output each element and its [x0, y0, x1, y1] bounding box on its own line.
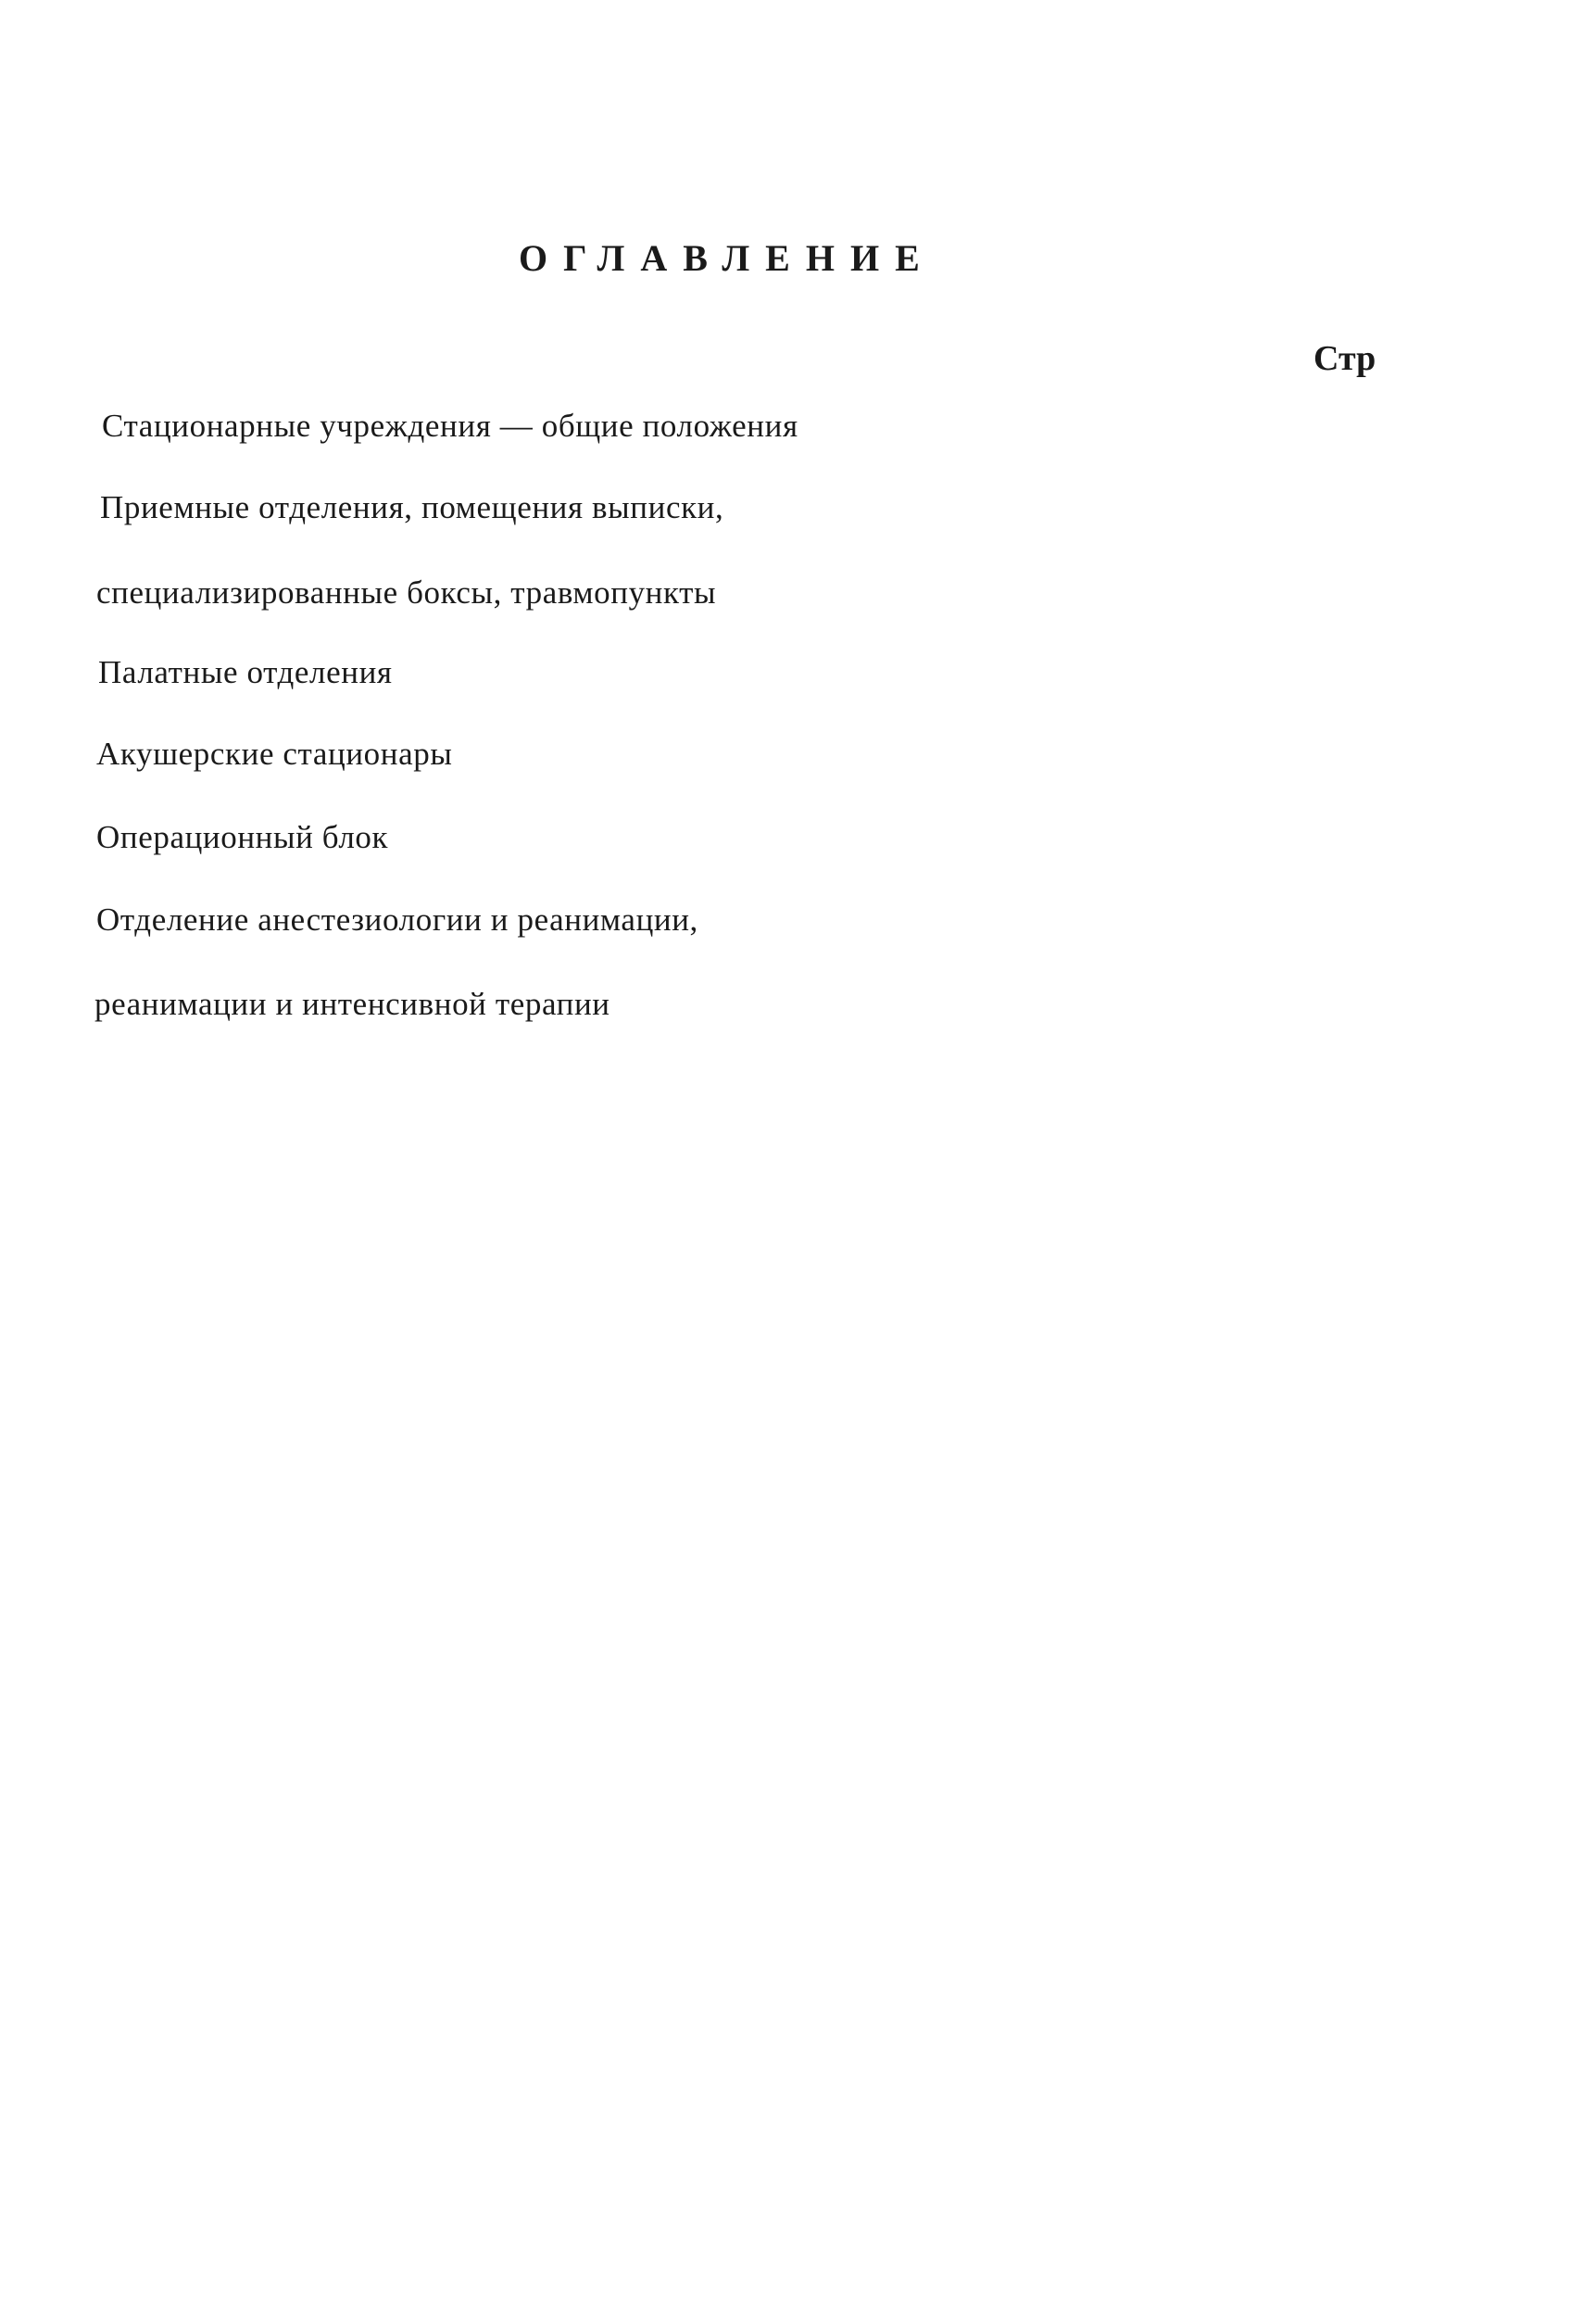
toc-entry: Приемные отделения, помещения выписки, [100, 489, 724, 525]
page-title: ОГЛАВЛЕНИЕ [519, 237, 936, 279]
toc-entry: Стационарные учреждения — общие положения [102, 408, 798, 444]
toc-entry: Палатные отделения [98, 654, 393, 690]
page-column-header: Стр [1313, 339, 1376, 378]
toc-entry: специализированные боксы, травмопункты [96, 574, 717, 611]
toc-entry: реанимации и интенсивной терапии [94, 986, 610, 1022]
toc-entry: Операционный блок [96, 819, 389, 855]
toc-entry: Отделение анестезиологии и реанимации, [96, 902, 698, 938]
toc-entry: Акушерские стационары [96, 736, 453, 772]
